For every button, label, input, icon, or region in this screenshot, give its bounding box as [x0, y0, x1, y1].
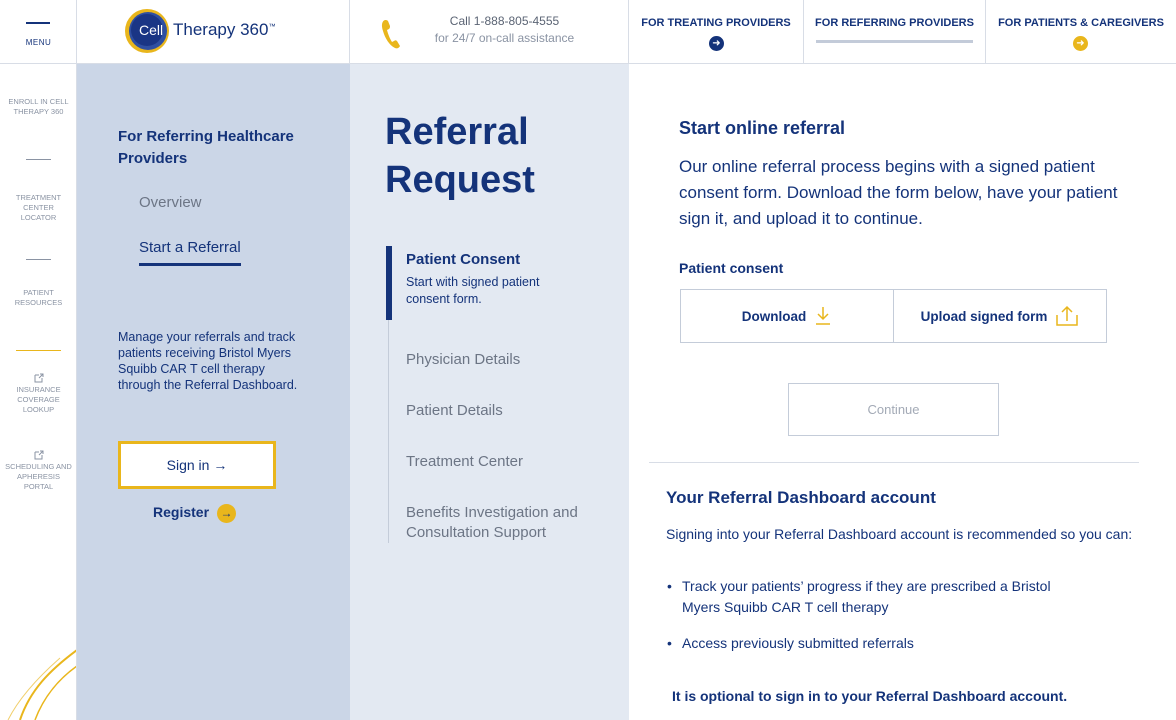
top-header: [0, 0, 1176, 64]
rail-label: INSURANCE COVERAGE LOOKUP: [16, 385, 61, 414]
sidenav-item-overview[interactable]: Overview: [139, 194, 202, 211]
step-title: Treatment Center: [406, 453, 523, 470]
arrow-right-icon: ➜: [709, 36, 724, 51]
phone-number: Call 1-888-805-4555: [449, 14, 560, 28]
rail-enroll[interactable]: ENROLL IN CELL THERAPY 360: [8, 97, 69, 116]
section-title: Start online referral: [679, 118, 846, 138]
page-title: Referral Request: [385, 111, 535, 201]
step-patient-details: [389, 370, 628, 421]
upload-button[interactable]: [893, 290, 1106, 342]
arrow-right-icon: ➜: [1073, 36, 1088, 51]
download-label: Download: [741, 308, 807, 324]
rail-label: SCHEDULING AND APHERESIS PORTAL: [5, 462, 72, 491]
download-button[interactable]: [681, 290, 893, 342]
nav-label: FOR PATIENTS & CAREGIVERS: [998, 17, 1164, 29]
left-rail: [0, 64, 77, 720]
step-title: Patient Consent: [406, 251, 521, 268]
upload-label: Upload signed form: [920, 308, 1048, 324]
nav-label: FOR REFERRING PROVIDERS: [815, 17, 974, 29]
rail-scheduling-portal[interactable]: [0, 450, 77, 492]
rail-divider: [26, 159, 51, 160]
dashboard-benefits-list: [666, 576, 1146, 669]
external-link-icon: [34, 450, 44, 460]
intro-text: Our online referral process begins with a signed patient consent form. Download the form below, have your patient sign it, and upload it to continue.: [679, 157, 1118, 228]
sidenav-panel: [77, 64, 350, 720]
phone-contact[interactable]: [350, 0, 629, 64]
rail-divider-gold: [16, 350, 61, 351]
step-physician-details: [389, 320, 628, 370]
menu-label: MENU: [25, 38, 52, 47]
step-list: [388, 246, 628, 543]
nav-referring-providers[interactable]: [804, 0, 986, 64]
register-link[interactable]: [153, 504, 236, 523]
dashboard-title: Your Referral Dashboard account: [666, 488, 936, 507]
hamburger-icon: [26, 22, 50, 24]
sidenav-description: Manage your referrals and track patients receiving Bristol Myers Squibb CAR T cell therapy through the Referral Dashboard.: [118, 330, 298, 392]
optional-note: It is optional to sign in to your Referral Dashboard account.: [672, 688, 1068, 704]
sidenav-heading: For Referring Healthcare Providers: [118, 128, 294, 167]
rail-treatment-center-locator[interactable]: TREATMENT CENTER LOCATOR: [15, 193, 62, 222]
download-icon: [814, 306, 832, 326]
section-divider: [649, 462, 1139, 463]
nav-patients-caregivers[interactable]: [986, 0, 1176, 64]
step-title: Patient Details: [406, 402, 503, 419]
main-content: [629, 64, 1176, 720]
sidenav-item-start-referral[interactable]: Start a Referral: [139, 239, 241, 266]
step-benefits-investigation: [389, 472, 628, 543]
arrow-right-icon: →: [217, 504, 236, 523]
rail-insurance-lookup[interactable]: [0, 373, 77, 415]
upload-icon: [1055, 305, 1079, 327]
step-treatment-center: [389, 421, 628, 472]
consent-label: Patient consent: [679, 260, 784, 276]
logo-word-cell: Cell: [139, 22, 164, 38]
list-item: • Access previously submitted referrals: [666, 633, 1146, 654]
logo-link[interactable]: [77, 0, 350, 64]
decorative-swoosh: [0, 610, 77, 720]
external-link-icon: [34, 373, 44, 383]
step-title: Physician Details: [406, 351, 521, 368]
nav-treating-providers[interactable]: [629, 0, 804, 64]
consent-actions: [680, 289, 1107, 343]
step-subtitle: Start with signed patient consent form.: [406, 275, 540, 306]
dashboard-body: Signing into your Referral Dashboard account is recommended so you can:: [666, 526, 1133, 542]
active-underline: [816, 40, 973, 43]
list-item: • Track your patients’ progress if they are prescribed a Bristol Myers Squibb CAR T cell therapy: [666, 576, 1066, 618]
menu-button[interactable]: [0, 0, 77, 64]
rail-divider: [26, 259, 51, 260]
logo-word-therapy: Therapy 360™: [173, 20, 276, 39]
rail-patient-resources[interactable]: PATIENT RESOURCES: [14, 288, 63, 307]
phone-note: for 24/7 on-call assistance: [434, 31, 575, 45]
steps-panel: [350, 64, 629, 720]
continue-button[interactable]: Continue: [788, 383, 999, 436]
step-patient-consent[interactable]: [386, 246, 628, 320]
nav-label: FOR TREATING PROVIDERS: [641, 17, 791, 29]
step-title: Benefits Investigation and Consultation Support: [406, 504, 578, 541]
register-label: Register: [153, 504, 210, 521]
sign-in-button[interactable]: Sign in →: [118, 441, 276, 489]
